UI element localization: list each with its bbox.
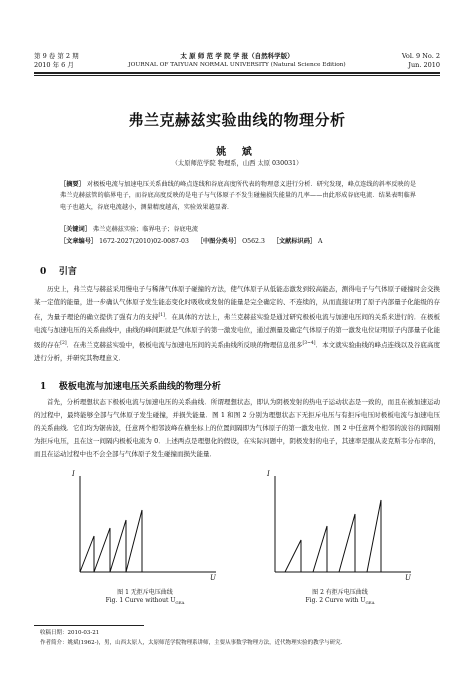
figure-2-y-label: I [267, 470, 270, 478]
figure-1-caption-sub: GEA [175, 600, 185, 606]
abstract [60, 179, 416, 213]
figure-1-sawtooth-curve [80, 510, 142, 572]
author-affiliation: （太原师范学院 物理系，山西 太原 030031） [171, 160, 303, 167]
intro-text-part4: ．本文就实验曲线的峰点连线以及谷底高度进行分析，并研究其物理意义． [34, 341, 441, 363]
figure-1-caption-en [70, 597, 220, 605]
figure-2-caption-sub: GEA [365, 600, 375, 606]
header-rule-thin [34, 75, 440, 76]
footnote-author [40, 639, 346, 648]
figure-2-caption-en-text: Fig. 2 Curve with U [305, 597, 366, 604]
footnote-author-label: 作者简介： [40, 640, 68, 646]
document-code-label: ［文献标识码］ [272, 238, 317, 245]
figure-1 [70, 470, 220, 582]
figure-2-caption-cn: 图 2 有拒斥电压曲线 [312, 589, 368, 596]
paper-title: 弗兰克赫兹实验曲线的物理分析 [128, 111, 346, 129]
abstract-label: ［摘要］ [60, 181, 85, 188]
intro-text-part1: 历史上，弗兰克与赫兹采用慢电子与稀薄气体原子碰撞的方法，使气体原子从低能态激发到较高能态，测得电子与气体原子碰撞时会交换某一定值的能量，进一步确认气体原子发生能态变化时吸收或发射的能量是完全确定的、不连续的，从而直接证明了原子内部量子化能级的存在，为量子理论的确立提供了强有力的支持 [34, 285, 440, 322]
classification-line [60, 237, 416, 246]
header-volume-en: Vol. 9 No. 2 [401, 52, 440, 60]
keywords-text: 弗兰克赫兹实验；临界电子；谷底电流 [92, 226, 199, 233]
keywords-label: ［关键词］ [60, 226, 91, 233]
header-date-en: Jun. 2010 [408, 61, 440, 69]
section-0-number: 0 [40, 267, 47, 277]
footnote-received: 收稿日期：2010-03-21 [40, 630, 100, 636]
section-0-title: 引言 [58, 267, 77, 277]
footnote-rule [34, 625, 144, 626]
figure-1-caption-en-text: Fig. 1 Curve without U [105, 597, 176, 604]
section-1-number: 1 [40, 382, 47, 392]
figure-2 [265, 470, 415, 582]
figure-1-plot [70, 470, 220, 582]
clc-number: O562.3 [242, 238, 265, 245]
footnote-author-text: 姚斌(1962-)，男，山西太原人，太原师范学院物理系讲师，主要从事数学物理方法，近代物理实验的教学与研究． [67, 640, 347, 646]
figure-2-caption-en [265, 597, 415, 605]
header-rule-thick [34, 72, 440, 74]
figure-2-plot [265, 470, 415, 582]
section-1-heading [40, 379, 221, 392]
intro-text-part2: ．在具体的方法上，弗兰克赫兹实验是通过研究极板电流与加速电压间的关系来进行的．在极板电流与加速电压的关系曲线中，曲线的峰间距就是气体原子的第一激发电位，通过测量及确定气体原子的第一激发电位证明原子内部量子化能级的存在 [34, 313, 441, 350]
figure-2-x-label: U [405, 574, 411, 582]
section-0-heading [40, 264, 77, 277]
document-code: A [318, 238, 323, 245]
figure-1-x-label: U [210, 574, 216, 582]
figure-1-y-label: I [72, 470, 75, 478]
figure-2-sawtooth-curve [275, 500, 381, 572]
citation-3: [3~4] [302, 341, 316, 347]
keywords [60, 225, 416, 234]
header-volume-cn: 第 9 卷 第 2 期 [34, 52, 79, 60]
clc-label: ［中图分类号］ [196, 238, 241, 245]
section-1-title: 极板电流与加速电压关系曲线的物理分析 [58, 382, 221, 392]
citation-2: [2] [60, 341, 67, 347]
header-journal-en: JOURNAL OF TAIYUAN NORMAL UNIVERSITY (Natural Science Edition) [128, 62, 346, 68]
intro-text-part3: ．在弗兰克赫兹实验中，极板电流与加速电压间的关系曲线所反映的物理信息很多 [66, 341, 303, 350]
article-number: 1672-2027(2010)02-0087-03 [99, 238, 189, 245]
abstract-text: 对极板电流与加速电压关系曲线的峰点连线和谷底高度所代表的物理意义进行分析．研究发现，峰点连线的斜率反映的是弗兰克赫兹管的临界电子，而谷底高度反映的是电子与气体原子不发生碰撞损失能量的几率——由此形成谷底电流．结果表明临界电子也越大，谷底电流越小，测量精度越高，实验效果越显著． [60, 181, 417, 211]
section-0-paragraph [34, 283, 440, 365]
article-number-label: ［文章编号］ [60, 238, 98, 245]
header-date-cn: 2010 年 6 月 [34, 61, 74, 69]
figure-1-caption-cn: 图 1 无拒斥电压曲线 [117, 589, 173, 596]
paper-author: 姚 斌 [216, 147, 258, 158]
section-1-paragraph: 首先，分析理想状态下极板电流与加速电压的关系曲线．所谓理想状态，即认为阴极发射的热电子运动状态是一致的，而且在被加速运动的过程中，最终能够全部与气体原子发生碰撞，并损失能量．图 1 和图 2 分别为理想状态下无拒斥电压与有拒斥电压时极板电流与加速电压的关系曲线．它们均为锯齿波，任意两个相邻波峰在横坐标上的位置间隔即为气体原子的第一激发电位．图 2 中任意两个相邻的波谷的间隔刚为拒斥电压，且在这一间隔内极板电流为 0．上述两点是理想化的假设，在实际问题中，阴极发射的电子，其速率是服从麦克斯韦分布率的，而且在运动过程中也不会全部与气体原子发生碰撞而损失能量． [34, 398, 440, 458]
citation-1: [1] [158, 313, 165, 318]
header-journal-cn: 太 原 师 范 学 院 学 报（自然科学版） [180, 52, 294, 60]
